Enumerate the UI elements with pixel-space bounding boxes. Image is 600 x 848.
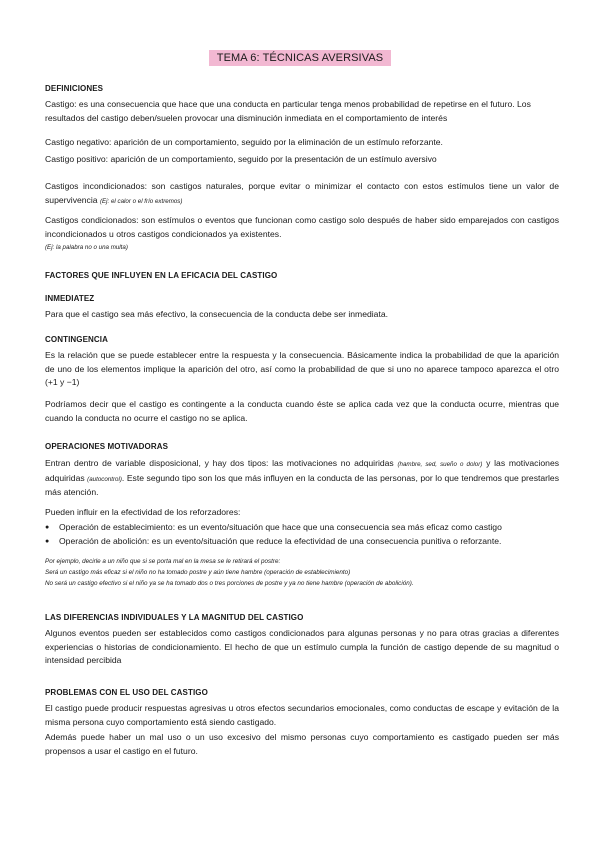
castigos-condicionados <box>45 214 559 241</box>
definiciones-heading: DEFINICIONES <box>45 84 104 93</box>
operaciones-part-2: y las motivaciones adquiridas <box>45 458 560 483</box>
influir-intro: Pueden influir en la efectividad de los reforzadores: <box>45 507 241 517</box>
problemas-heading: PROBLEMAS CON EL USO DEL CASTIGO <box>45 688 208 697</box>
reforzadores-list <box>45 521 559 548</box>
condicionados-example: (Ej: la palabra no o una multa) <box>45 244 128 251</box>
ejemplo-line: Por ejemplo, decirle a un niño que si se porta mal en la mesa se le retirará el postre: <box>45 558 281 565</box>
list-item: ● Operación de establecimiento: es un evento/situación que hace que una consecuencia sea más eficaz como castigo <box>45 521 559 535</box>
inmediatez-heading: INMEDIATEZ <box>45 294 95 303</box>
castigo-definition: Castigo: es una consecuencia que hace que una conducta en particular tenga menos probabilidad de repetirse en el futuro. Los resultados del castigo deben/suelen provocar una disminución inmediata en el comportamiento de interés <box>45 99 531 123</box>
operaciones-part-1: Entran dentro de variable disposicional, y hay dos tipos: las motivaciones no adquiridas <box>45 458 394 468</box>
contingencia-text-1: Es la relación que se puede establecer entre la respuesta y la consecuencia. Básicamente indica la probabilidad de que la aparición de uno de los elementos implique la aparición del otro, así como la probabilidad de que si uno no aparece tampoco aparezca el otro (+1 y −1) <box>45 350 559 387</box>
page-title: TEMA 6: TÉCNICAS AVERSIVAS <box>209 50 391 66</box>
diferencias-text: Algunos eventos pueden ser establecidos como castigos condicionados para algunas personas y no para otras gracias a diferentes experiencias o historias de condicionamiento. El hecho de que un estímulo cumpla la función de castigo depende de su magnitud o intensidad percibida <box>45 628 559 665</box>
castigos-incondicionados <box>45 180 559 208</box>
ejemplo-line: Será un castigo más eficaz si el niño no ha tomado postre y aún tiene hambre (operación de establecimiento) <box>45 569 351 576</box>
operaciones-text <box>45 457 559 500</box>
factores-heading: FACTORES QUE INFLUYEN EN LA EFICACIA DEL CASTIGO <box>45 271 278 280</box>
contingencia-text-2: Podríamos decir que el castigo es contingente a la conducta cuando éste se aplica cada vez que la conducta ocurre, mientras que cuando la conducta no ocurre el castigo no se aplica. <box>45 399 559 423</box>
castigo-positivo: Castigo positivo: aparición de un comportamiento, seguido por la presentación de un estímulo aversivo <box>45 154 437 164</box>
operaciones-part-3: . Este segundo tipo son los que más influyen en la conducta de las personas, por lo que tendremos que prestarles más atención. <box>45 472 560 497</box>
incondicionados-text: Castigos incondicionados: son castigos naturales, porque evitar o minimizar el contacto con estos estímulos tiene un valor de supervivencia <box>45 181 559 205</box>
contingencia-heading: CONTINGENCIA <box>45 335 108 344</box>
operaciones-heading: OPERACIONES MOTIVADORAS <box>45 442 169 451</box>
ejemplo-line: No será un castigo efectivo si el niño ya se ha tomado dos o tres porciones de postre y ya no tiene hambre (operación de abolición). <box>45 580 414 587</box>
inmediatez-text: Para que el castigo sea más efectivo, la consecuencia de la conducta debe ser inmediata. <box>45 309 389 319</box>
operaciones-note-1: (hambre, sed, sueño o dolor) <box>397 461 483 468</box>
incondicionados-example: (Ej: el calor o el frío extremos) <box>99 197 183 205</box>
ejemplo-block <box>45 556 559 589</box>
castigo-negativo: Castigo negativo: aparición de un comportamiento, seguido por la eliminación de un estímulo reforzante. <box>45 137 443 147</box>
diferencias-heading: LAS DIFERENCIAS INDIVIDUALES Y LA MAGNITUD DEL CASTIGO <box>45 613 304 622</box>
condicionados-text: Castigos condicionados: son estímulos o eventos que funcionan como castigo solo después de haber sido emparejados con castigos incondicionados u otros castigos condicionados ya existentes. <box>45 215 559 239</box>
list-item: ● Operación de abolición: es un evento/situación que reduce la efectividad de una consecuencia punitiva o reforzante. <box>45 535 559 549</box>
operaciones-note-2: (autocontrol) <box>87 475 122 483</box>
problemas-text-2: Además puede haber un mal uso o un uso excesivo del mismo personas cuyo comportamiento es castigado pueden ser más propensos a usar el castigo en el futuro. <box>45 732 559 756</box>
title-wrap <box>0 48 600 66</box>
problemas-text-1: El castigo puede producir respuestas agresivas u otros efectos secundarios emocionales, como conductas de escape y evitación de la misma persona cuyo comportamiento está siendo castigado. <box>45 703 559 727</box>
